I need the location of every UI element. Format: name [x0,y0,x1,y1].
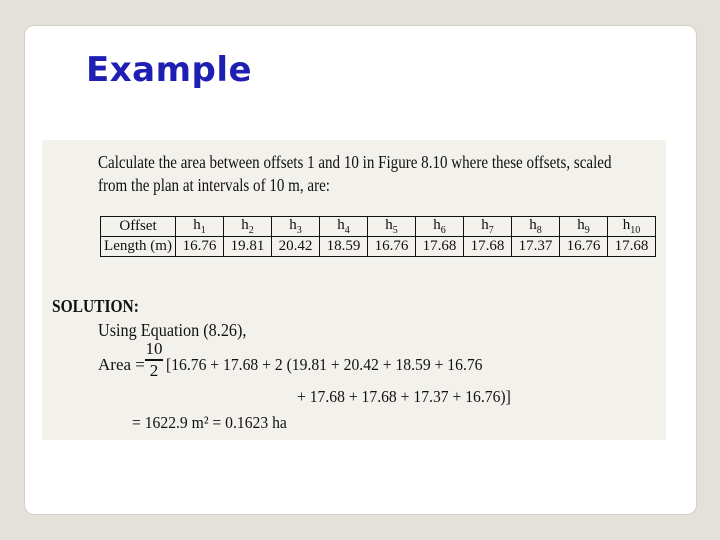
length-cell: 17.37 [512,237,560,257]
offset-name-cell: $h_2$ [224,217,272,237]
length-cell: 18.59 [320,237,368,257]
offset-name-cell: $h_8$ [512,217,560,237]
offset-name-cell: $h_3$ [272,217,320,237]
problem-statement-line-2: from the plan at intervals of 10 m, are: [98,175,330,195]
length-cell: 17.68 [416,237,464,257]
offset-name-cell: $h_4$ [320,217,368,237]
offset-name-cell: $h_1$ [176,217,224,237]
offset-name-cell: $h_9$ [560,217,608,237]
offset-name-cell: $h_{10}$ [608,217,656,237]
length-cell: 16.76 [560,237,608,257]
equation-line-2: + 17.68 + 17.68 + 17.37 + 16.76)] [297,387,511,406]
problem-statement-line-1: Calculate the area between offsets 1 and 10 in Figure 8.10 where these offsets, scaled [98,152,612,172]
offset-header-label: Offset [101,217,176,237]
offset-header-row [101,217,656,237]
fraction-numerator: 10 [145,339,163,358]
slide-title: Example [86,50,253,90]
length-cell: 16.76 [176,237,224,257]
equation-reference: Using Equation (8.26), [98,320,247,340]
length-cell: 19.81 [224,237,272,257]
offset-name-cell: $h_5$ [368,217,416,237]
length-cell: 20.42 [272,237,320,257]
fraction-denominator: 2 [149,360,159,380]
fraction [145,340,163,380]
area-label: Area = [98,355,145,374]
equation-line-1: [16.76 + 17.68 + 2 (19.81 + 20.42 + 18.59 + 16.76 [166,355,483,374]
length-cell: 17.68 [608,237,656,257]
length-row [101,237,656,257]
result-line: = 1622.9 m² = 0.1623 ha [132,413,287,432]
offsets-table [100,216,656,257]
scanned-example-image [42,140,666,440]
solution-heading: SOLUTION: [52,296,139,316]
offset-name-cell: $h_6$ [416,217,464,237]
length-row-label: Length (m) [101,237,176,257]
length-cell: 16.76 [368,237,416,257]
offset-name-cell: $h_7$ [464,217,512,237]
length-cell: 17.68 [464,237,512,257]
